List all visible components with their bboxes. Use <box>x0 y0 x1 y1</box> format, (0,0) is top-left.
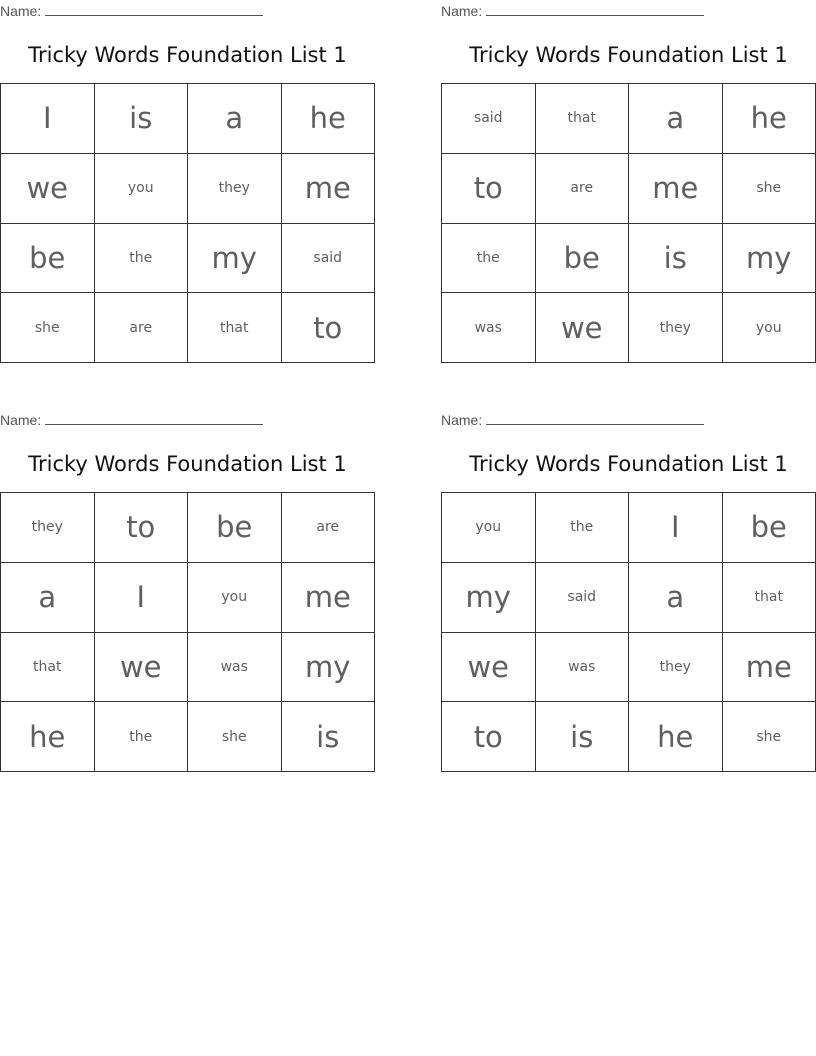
word-cell: are <box>536 154 630 224</box>
word-cell: we <box>1 154 95 224</box>
word-cell: my <box>723 224 816 294</box>
word-cell: you <box>442 493 536 563</box>
word-cell: we <box>536 293 630 363</box>
word-cell: are <box>95 293 189 363</box>
word-cell: the <box>536 493 630 563</box>
name-label: Name: <box>0 3 42 19</box>
word-cell: said <box>282 224 376 294</box>
word-cell: to <box>95 493 189 563</box>
name-label: Name: <box>0 412 42 428</box>
name-label: Name: <box>441 412 483 428</box>
word-cell: be <box>723 493 816 563</box>
word-cell: is <box>629 224 723 294</box>
word-cell: he <box>282 84 376 154</box>
word-cell: was <box>188 633 282 703</box>
word-cell: we <box>95 633 189 703</box>
word-grid <box>0 83 375 363</box>
card-title: Tricky Words Foundation List 1 <box>28 43 347 67</box>
card-title: Tricky Words Foundation List 1 <box>28 452 347 476</box>
word-cell: was <box>536 633 630 703</box>
word-cell: she <box>188 702 282 772</box>
word-cell: you <box>188 563 282 633</box>
word-cell: my <box>282 633 376 703</box>
word-cell: is <box>536 702 630 772</box>
word-cell: that <box>723 563 816 633</box>
word-cell: that <box>1 633 95 703</box>
word-cell: you <box>723 293 816 363</box>
word-cell: the <box>442 224 536 294</box>
name-line <box>441 412 704 428</box>
word-grid <box>441 83 816 363</box>
word-cell: he <box>1 702 95 772</box>
word-cell: I <box>629 493 723 563</box>
name-line <box>441 3 704 19</box>
word-cell: was <box>442 293 536 363</box>
card-title: Tricky Words Foundation List 1 <box>469 452 788 476</box>
word-cell: he <box>629 702 723 772</box>
word-cell: me <box>282 154 376 224</box>
word-cell: a <box>188 84 282 154</box>
name-blank[interactable] <box>486 3 704 16</box>
word-cell: we <box>442 633 536 703</box>
card-title: Tricky Words Foundation List 1 <box>469 43 788 67</box>
word-cell: she <box>723 702 816 772</box>
word-grid <box>0 492 375 772</box>
word-cell: to <box>442 154 536 224</box>
word-cell: she <box>1 293 95 363</box>
name-blank[interactable] <box>45 412 263 425</box>
word-cell: he <box>723 84 816 154</box>
word-cell: I <box>95 563 189 633</box>
word-cell: me <box>282 563 376 633</box>
word-cell: are <box>282 493 376 563</box>
word-cell: they <box>629 293 723 363</box>
name-line <box>0 412 263 428</box>
word-cell: to <box>442 702 536 772</box>
word-cell: a <box>629 563 723 633</box>
name-label: Name: <box>441 3 483 19</box>
word-cell: me <box>629 154 723 224</box>
word-cell: the <box>95 702 189 772</box>
word-cell: my <box>442 563 536 633</box>
word-cell: to <box>282 293 376 363</box>
name-blank[interactable] <box>486 412 704 425</box>
word-grid <box>441 492 816 772</box>
word-cell: the <box>95 224 189 294</box>
word-cell: be <box>1 224 95 294</box>
word-cell: is <box>95 84 189 154</box>
word-cell: I <box>1 84 95 154</box>
name-blank[interactable] <box>45 3 263 16</box>
word-cell: that <box>188 293 282 363</box>
word-cell: a <box>1 563 95 633</box>
word-cell: me <box>723 633 816 703</box>
word-cell: they <box>629 633 723 703</box>
word-cell: you <box>95 154 189 224</box>
word-cell: they <box>188 154 282 224</box>
word-cell: said <box>442 84 536 154</box>
name-line <box>0 3 263 19</box>
word-cell: they <box>1 493 95 563</box>
word-cell: be <box>536 224 630 294</box>
word-cell: a <box>629 84 723 154</box>
word-cell: she <box>723 154 816 224</box>
word-cell: my <box>188 224 282 294</box>
word-cell: is <box>282 702 376 772</box>
word-cell: said <box>536 563 630 633</box>
word-cell: be <box>188 493 282 563</box>
word-cell: that <box>536 84 630 154</box>
